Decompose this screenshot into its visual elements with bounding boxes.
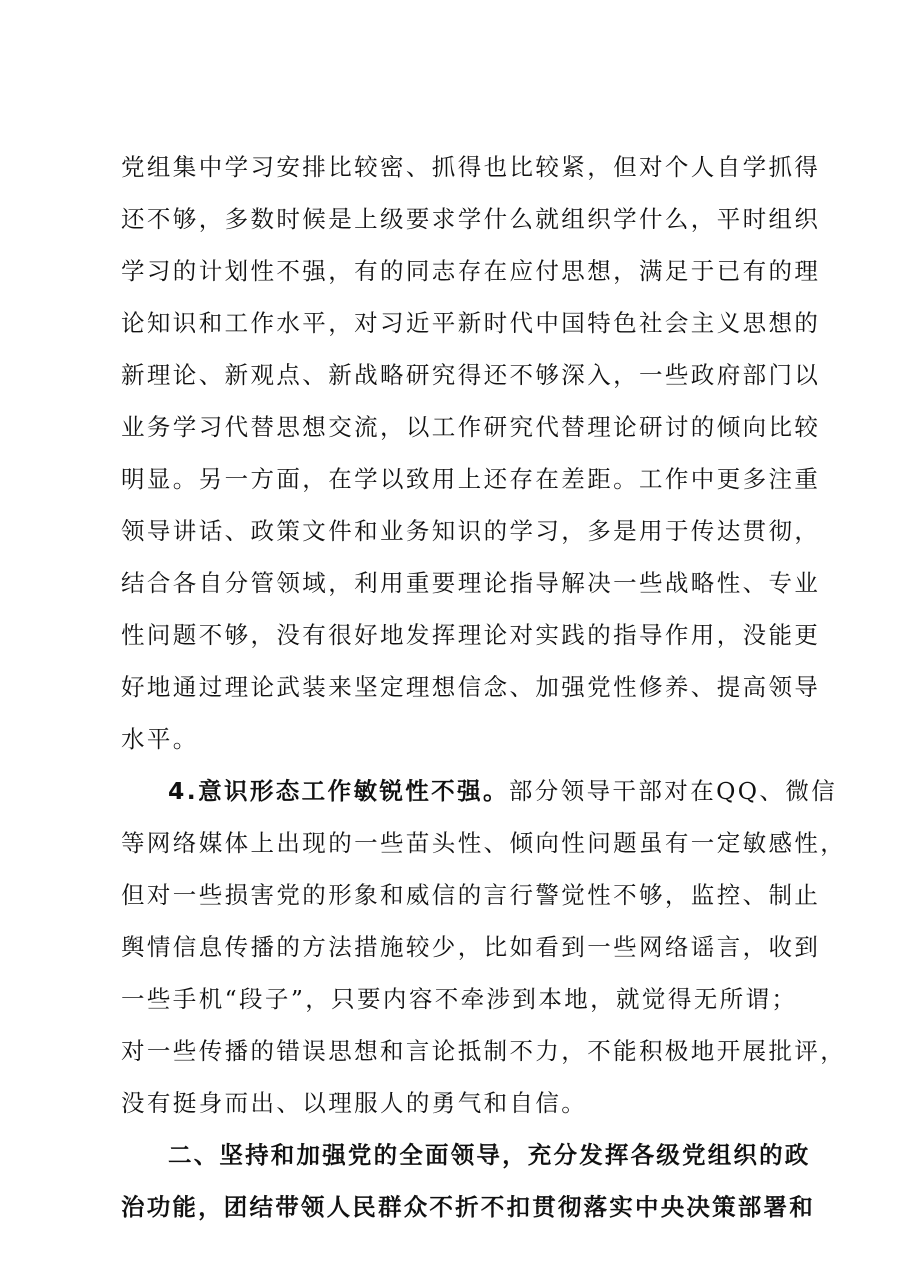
paragraph-line: 新理论、新观点、新战略研究得还不够深入，一些政府部门以 [121, 361, 821, 389]
paragraph-line: 还不够，多数时候是上级要求学什么就组织学什么，平时组织 [121, 205, 821, 233]
paragraph-line: 业务学习代替思想交流，以工作研究代替理论研讨的倾向比较 [121, 413, 821, 441]
paragraph-line: 水平。 [121, 725, 199, 753]
paragraph-line: 领导讲话、政策文件和业务知识的学习，多是用于传达贯彻， [121, 517, 821, 545]
paragraph-line: 一些手机“段子”，只要内容不牵涉到本地，就觉得无所谓； [121, 985, 798, 1013]
paragraph-line: 但对一些损害党的形象和威信的言行警觉性不够，监控、制止 [121, 881, 821, 909]
paragraph-line: 舆情信息传播的方法措施较少，比如看到一些网络谣言，收到 [121, 933, 821, 961]
paragraph-line: 没有挺身而出、以理服人的勇气和自信。 [121, 1089, 588, 1117]
paragraph-line: 等网络媒体上出现的一些苗头性、倾向性问题虽有一定敏感性， [121, 829, 847, 857]
section-4-title: 4.意识形态工作敏锐性不强。 [168, 777, 509, 805]
paragraph-line: 学习的计划性不强，有的同志存在应付思想，满足于已有的理 [121, 257, 821, 285]
paragraph-line: 好地通过理论武装来坚定理想信念、加强党性修养、提高领导 [121, 673, 821, 701]
paragraph-line: 党组集中学习安排比较密、抓得也比较紧，但对个人自学抓得 [121, 153, 821, 181]
paragraph-line: 结合各自分管领域，利用重要理论指导解决一些战略性、专业 [121, 569, 821, 597]
section-heading-line: 二、坚持和加强党的全面领导，充分发挥各级党组织的政 [168, 1141, 811, 1169]
paragraph-line: 对一些传播的错误思想和言论抵制不力，不能积极地开展批评， [121, 1037, 847, 1065]
section-4-text: 部分领导干部对在QQ、微信 [508, 777, 838, 805]
paragraph-line: 论知识和工作水平，对习近平新时代中国特色社会主义思想的 [121, 309, 821, 337]
paragraph-line: 性问题不够，没有很好地发挥理论对实践的指导作用，没能更 [121, 621, 821, 649]
section-4-first-line [168, 771, 848, 811]
paragraph-line: 明显。另一方面，在学以致用上还存在差距。工作中更多注重 [121, 465, 821, 493]
section-heading-line: 治功能，团结带领人民群众不折不扣贯彻落实中央决策部署和 [121, 1193, 815, 1221]
